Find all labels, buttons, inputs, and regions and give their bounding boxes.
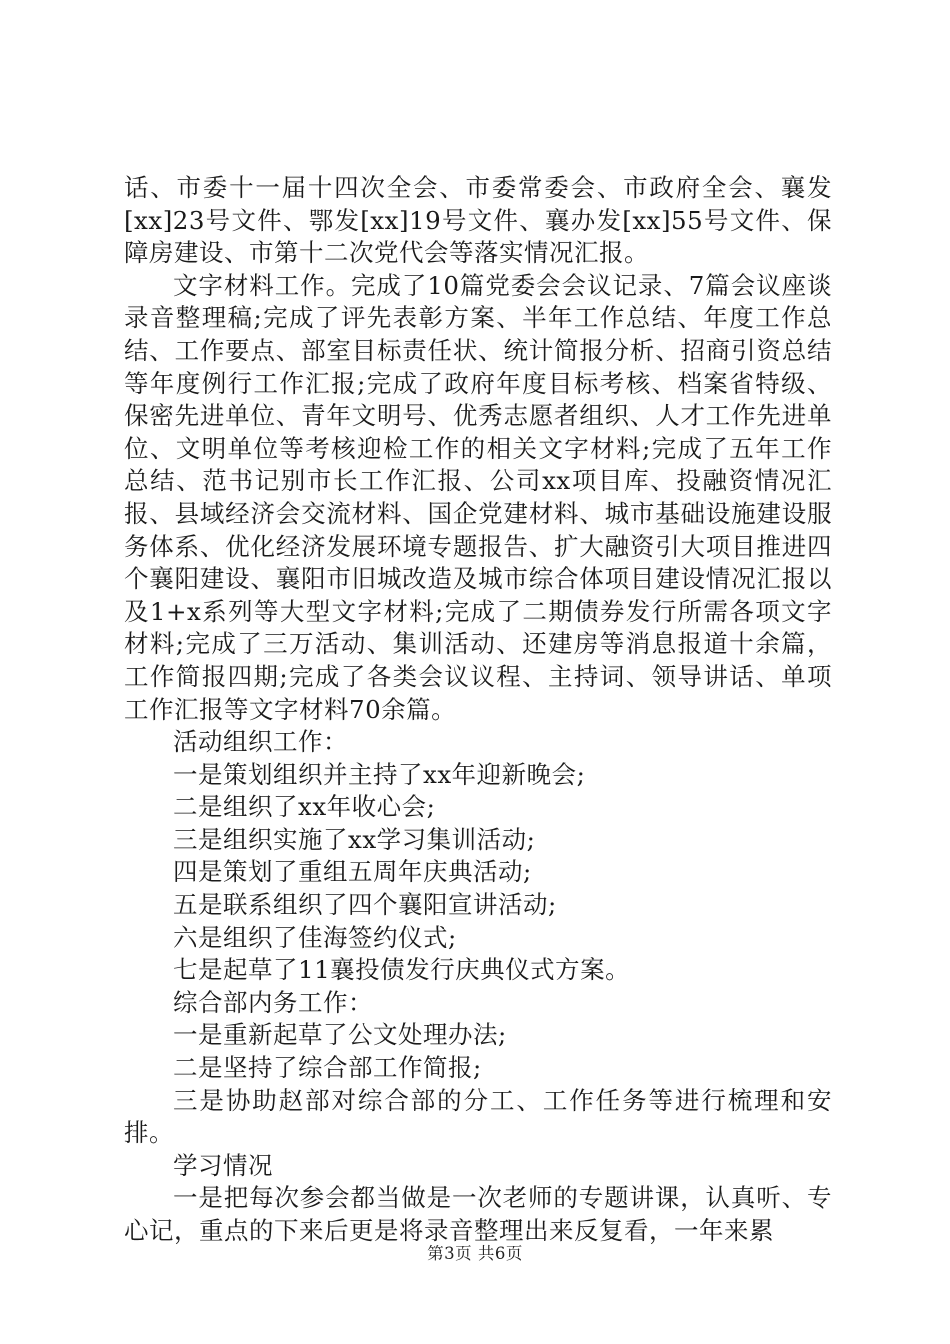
page-number-footer: 第3页 共6页: [427, 1244, 523, 1263]
paragraph: 七是起草了11襄投债发行庆典仪式方案。: [173, 955, 631, 985]
paragraph: 四是策划了重组五周年庆典活动;: [173, 857, 532, 887]
paragraph: 五是联系组织了四个襄阳宣讲活动;: [173, 890, 557, 920]
paragraph: 活动组织工作：: [173, 727, 348, 757]
paragraph: 二是坚持了综合部工作简报;: [173, 1053, 482, 1083]
paragraph: 话、市委十一届十四次全会、市委常委会、市政府全会、襄发[xx]23号文件、鄂发[xx]19号文件、襄办发[xx]55号文件、保障房建设、市第十二次党代会等落实情况汇报。: [124, 173, 832, 268]
paragraph: 一是重新起草了公文处理办法;: [173, 1020, 507, 1050]
paragraph: 六是组织了佳海签约仪式;: [173, 922, 457, 952]
paragraph: 一是策划组织并主持了xx年迎新晚会;: [173, 759, 586, 789]
paragraph: 综合部内务工作：: [173, 987, 373, 1017]
paragraph: 一是把每次参会都当做是一次老师的专题讲课，认真听、专心记，重点的下来后更是将录音整理出来反复看，一年来累: [124, 1183, 832, 1245]
paragraph: 三是协助赵部对综合部的分工、工作任务等进行梳理和安排。: [124, 1085, 832, 1148]
paragraph: 学习情况: [173, 1150, 273, 1180]
paragraph: 三是组织实施了xx学习集训活动;: [173, 824, 536, 854]
paragraph: 二是组织了xx年收心会;: [173, 792, 436, 822]
paragraph: 文字材料工作。完成了10篇党委会会议记录、7篇会议座谈录音整理稿;完成了评先表彰方案、半年工作总结、年度工作总结、工作要点、部室目标责任状、统计简报分析、招商引资总结等年度例行工作汇报;完成了政府年度目标考核、档案省特级、保密先进单位、青年文明号、优秀志愿者组织、人才工作先进单位、文明单位等考核迎检工作的相关文字材料;完成了五年工作总结、范书记别市长工作汇报、公司xx项目库、投融资情况汇报、县域经济会交流材料、国企党建材料、城市基础设施建设服务体系、优化经济发展环境专题报告、扩大融资引大项目推进四个襄阳建设、襄阳市旧城改造及城市综合体项目建设情况汇报以及1+x系列等大型文字材料;完成了二期债券发行所需各项文字材料;完成了三万活动、集训活动、还建房等消息报道十余篇，工作简报四期;完成了各类会议议程、主持词、领导讲话、单项工作汇报等文字材料70余篇。: [124, 270, 832, 724]
document-body: [124, 172, 832, 1248]
